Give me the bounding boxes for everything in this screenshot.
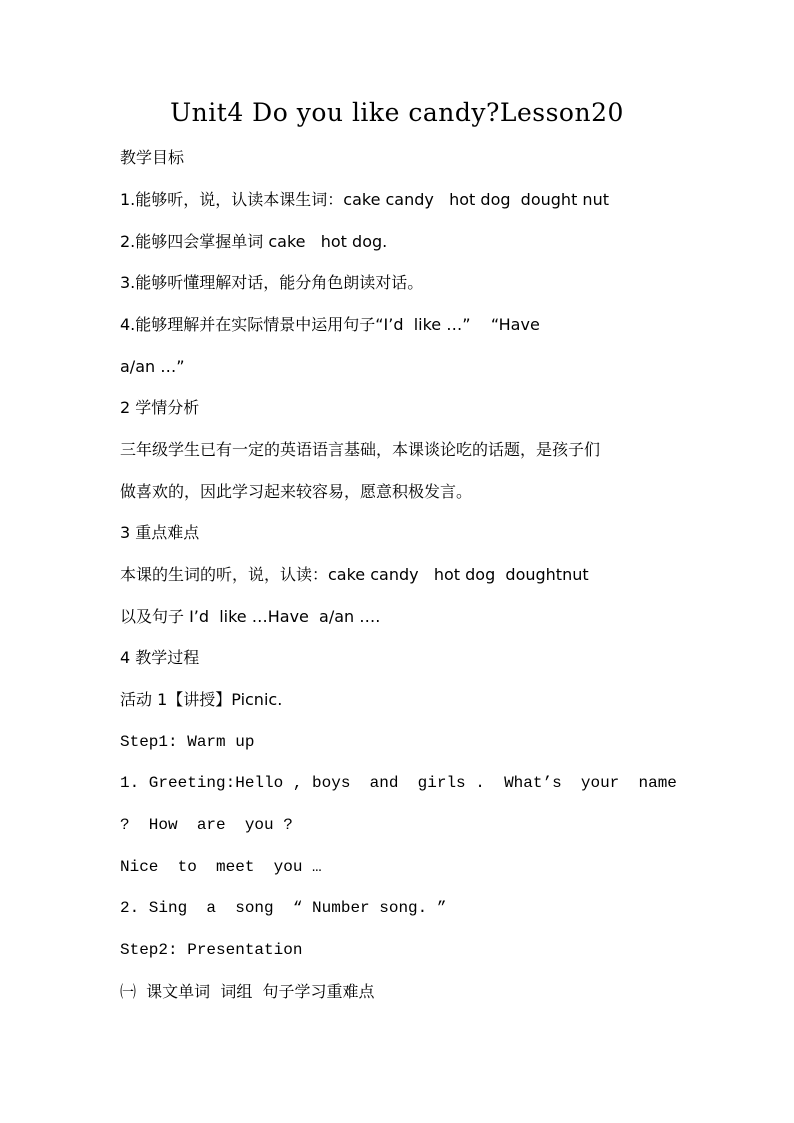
learner-analysis-line-2: 做喜欢的，因此学习起来较容易，愿意积极发言。 (120, 482, 473, 501)
objective-3: 3.能够听懂理解对话，能分角色朗读对话。 (120, 273, 424, 292)
nice-to-meet-line: Nice to meet you … (120, 858, 322, 876)
heading-key-points: 3 重点难点 (120, 523, 200, 542)
greeting-line-continued: ? How are you ? (120, 816, 293, 834)
step-2-heading: Step2: Presentation (120, 941, 303, 959)
heading-teaching-process: 4 教学过程 (120, 648, 200, 667)
objective-4: 4.能够理解并在实际情景中运用句子“I’d like …” “Have (120, 315, 540, 334)
sing-a-song-line: 2. Sing a song “ Number song. ” (120, 899, 447, 917)
objective-1: 1.能够听，说，认读本课生词：cake candy hot dog dought nut (120, 190, 609, 209)
heading-teaching-objectives: 教学目标 (120, 148, 185, 167)
step-1-heading: Step1: Warm up (120, 733, 255, 751)
key-points-line-1: 本课的生词的听，说，认读：cake candy hot dog doughtnut (120, 565, 589, 584)
activity-1: 活动 1【讲授】Picnic. (120, 690, 283, 709)
objective-2: 2.能够四会掌握单词 cake hot dog. (120, 232, 388, 251)
document-title: Unit4 Do you like candy?Lesson20 (170, 98, 624, 127)
key-points-line-2: 以及句子 I’d like …Have a/an …. (120, 607, 381, 626)
objective-4-continued: a/an …” (120, 357, 185, 376)
greeting-line: 1. Greeting:Hello , boys and girls . What’s your name (120, 774, 677, 792)
subsection-vocabulary-heading: ㈠ 课文单词 词组 句子学习重难点 (120, 982, 375, 1001)
heading-learner-analysis: 2 学情分析 (120, 398, 200, 417)
learner-analysis-line-1: 三年级学生已有一定的英语语言基础，本课谈论吃的话题，是孩子们 (120, 440, 601, 459)
